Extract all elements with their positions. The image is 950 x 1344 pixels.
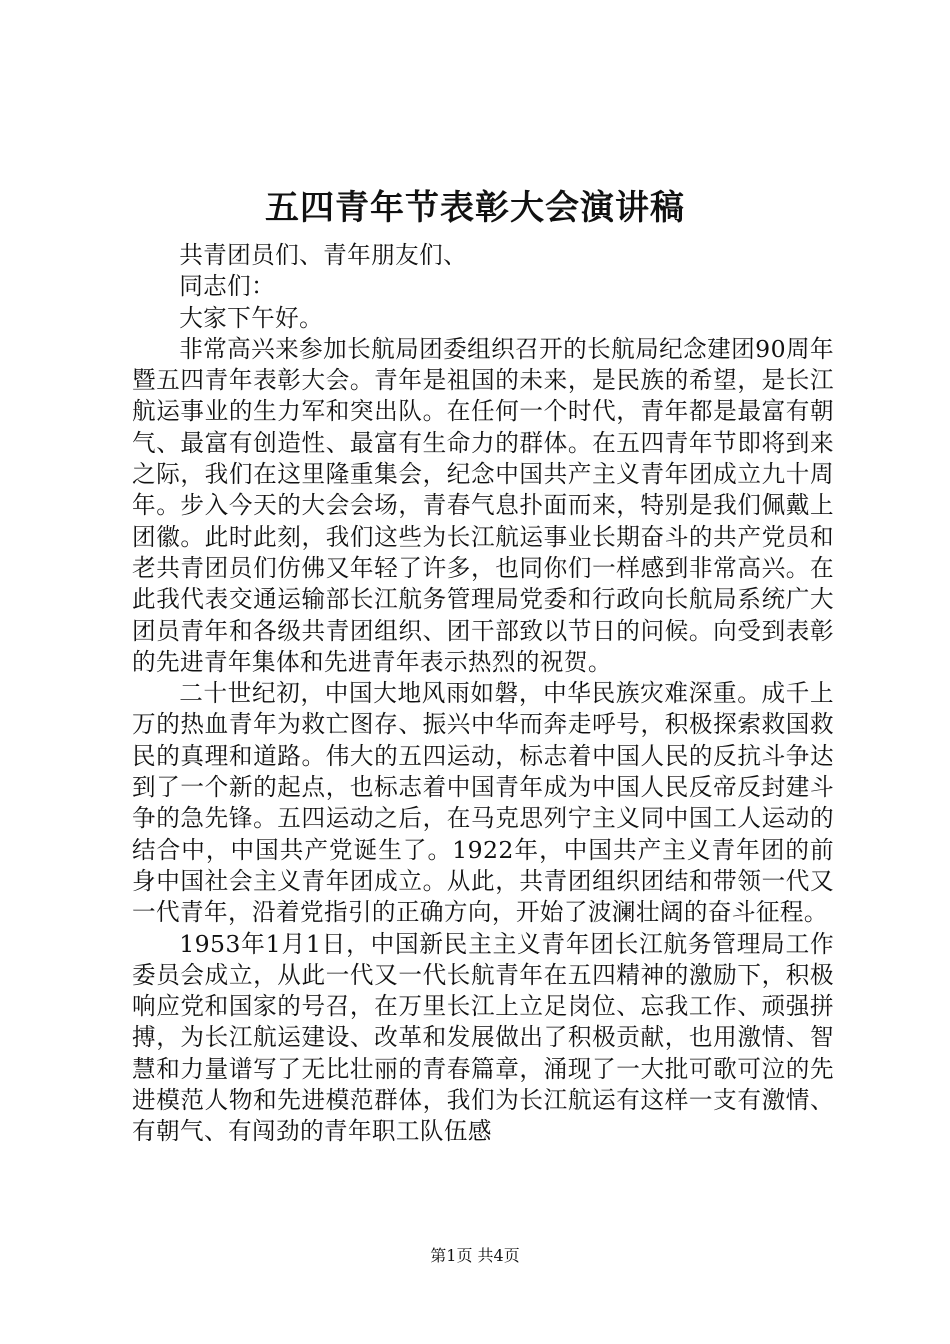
document-title: 五四青年节表彰大会演讲稿 <box>265 188 685 228</box>
body-paragraph: 1953年1月1日，中国新民主主义青年团长江航务管理局工作委员会成立，从此一代又一代长航青年在五四精神的激励下，积极响应党和国家的号召，在万里长江上立足岗位、忘我工作、顽强拼搏，为长江航运建设、改革和发展做出了积极贡献，也用激情、智慧和力量谱写了无比壮丽的青春篇章，涌现了一大批可歌可泣的先进模范人物和先进模范群体，我们为长江航运有这样一支有激情、有朝气、有闯劲的青年职工队伍感 <box>132 929 834 1146</box>
salutation-line: 共青团员们、青年朋友们、 <box>179 241 468 269</box>
body-paragraph: 二十世纪初，中国大地风雨如磐，中华民族灾难深重。成千上万的热血青年为救亡图存、振兴中华而奔走呼号，积极探索救国救民的真理和道路。伟大的五四运动，标志着中国人民的反抗斗争达到了一个新的起点，也标志着中国青年成为中国人民反帝反封建斗争的急先锋。五四运动之后，在马克思列宁主义同中国工人运动的结合中，中国共产党诞生了。1922年，中国共产主义青年团的前身中国社会主义青年团成立。从此，共青团组织团结和带领一代又一代青年，沿着党指引的正确方向，开始了波澜壮阔的奋斗征程。 <box>132 679 834 927</box>
body-paragraph: 非常高兴来参加长航局团委组织召开的长航局纪念建团90周年暨五四青年表彰大会。青年是祖国的未来，是民族的希望，是长江航运事业的生力军和突出队。在任何一个时代，青年都是最富有朝气、最富有创造性、最富有生命力的群体。在五四青年节即将到来之际，我们在这里隆重集会，纪念中国共产主义青年团成立九十周年。步入今天的大会会场，青春气息扑面而来，特别是我们佩戴上团徽。此时此刻，我们这些为长江航运事业长期奋斗的共产党员和老共青团员们仿佛又年轻了许多，也同你们一样感到非常高兴。在此我代表交通运输部长江航务管理局党委和行政向长航局系统广大团员青年和各级共青团组织、团干部致以节日的问候。向受到表彰的先进青年集体和先进青年表示热烈的祝贺。 <box>132 334 834 676</box>
document-body <box>132 240 834 1148</box>
greeting-line: 大家下午好。 <box>179 303 324 332</box>
salutation-line: 同志们： <box>179 272 276 301</box>
page-footer: 第1页 共4页 <box>430 1246 520 1265</box>
